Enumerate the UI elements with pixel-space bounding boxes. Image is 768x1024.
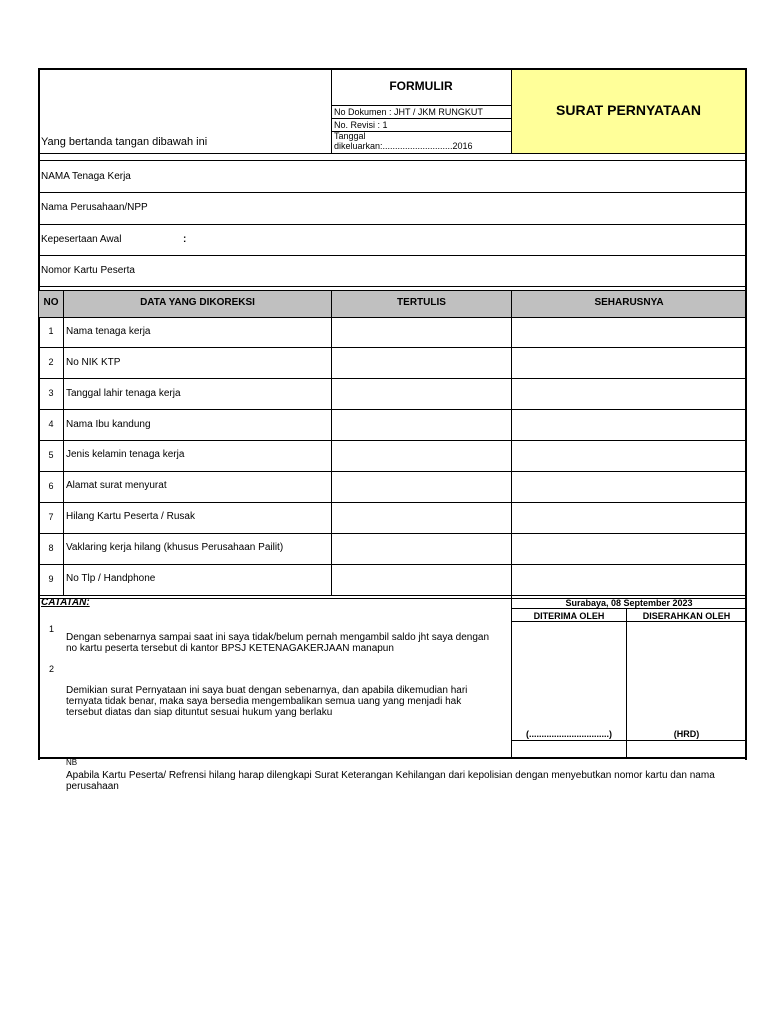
sign-left: (................................) <box>525 729 612 739</box>
footnote-line-1: Apabila Kartu Peserta/ Refrensi hilang harap dilengkapi Surat Keterangan Kehilangan dari kepolisian dengan menyebutkan nomor kartu dan nama <box>66 770 715 781</box>
header-bottom-2 <box>38 160 747 161</box>
row-1-no: 1 <box>48 326 54 336</box>
field-line-4 <box>38 286 747 287</box>
col-divider-tertulis <box>511 290 512 595</box>
field-nama-label: NAMA Tenaga Kerja <box>41 171 131 182</box>
catatan-item-1-no: 1 <box>49 624 55 634</box>
no-dokumen: No Dokumen : JHT / JKM RUNGKUT <box>334 107 483 117</box>
nb-label: NB <box>66 758 78 767</box>
intro-text: Yang bertanda tangan dibawah ini <box>41 136 208 148</box>
catatan-item-1-line-1: Dengan sebenarnya sampai saat ini saya tidak/belum pernah mengambil saldo jht saya dengan <box>66 632 490 643</box>
catatan-item-2-line-2: ternyata tidak benar, maka saya bersedia mengembalikan semua uang yang menjadi hak <box>66 696 462 707</box>
col-divider-no <box>63 290 64 595</box>
catatan-item-2-no: 2 <box>49 664 55 674</box>
outer-border-right <box>745 68 747 760</box>
row-1-data: Nama tenaga kerja <box>66 326 151 337</box>
catatan-item-1-line-2: no kartu peserta tersebut di kantor BPSJ KETENAGAKERJAAN manapun <box>66 643 394 654</box>
sign-line-3 <box>511 740 746 741</box>
row-5-no: 5 <box>48 450 54 460</box>
row-6-no: 6 <box>48 481 54 491</box>
table-top <box>38 290 747 291</box>
catatan-label: CATATAN: <box>41 597 90 608</box>
row-line-6 <box>38 502 747 503</box>
diserahkan-oleh: DISERAHKAN OLEH <box>642 611 731 621</box>
tanggal-line-2: dikeluarkan:............................2016 <box>334 141 473 151</box>
row-5-data: Jenis kelamin tenaga kerja <box>66 449 185 460</box>
row-line-4 <box>38 440 747 441</box>
table-header-tertulis: TERTULIS <box>397 297 446 308</box>
table-header-no: NO <box>43 297 59 308</box>
col-divider-data <box>331 290 332 595</box>
outer-border-top <box>38 68 747 70</box>
row-7-no: 7 <box>48 512 54 522</box>
no-revisi: No. Revisi : 1 <box>334 120 388 130</box>
table-header-bottom <box>38 317 747 318</box>
row-6-data: Alamat surat menyurat <box>66 480 167 491</box>
row-2-no: 2 <box>48 357 54 367</box>
diterima-oleh: DITERIMA OLEH <box>533 611 605 621</box>
field-kartu-label: Nomor Kartu Peserta <box>41 265 135 276</box>
row-line-9 <box>38 595 747 596</box>
field-perusahaan-label: Nama Perusahaan/NPP <box>41 202 148 213</box>
row-9-no: 9 <box>48 574 54 584</box>
catatan-item-2-line-1: Demikian surat Pernyataan ini saya buat dengan sebenarnya, dan apabila dikemudian hari <box>66 685 468 696</box>
row-line-5 <box>38 471 747 472</box>
table-header-seharusnya: SEHARUSNYA <box>594 297 664 308</box>
field-line-3 <box>38 255 747 256</box>
row-8-no: 8 <box>48 543 54 553</box>
row-line-7 <box>38 533 747 534</box>
row-8-data: Vaklaring kerja hilang (khusus Perusahaan Pailit) <box>66 542 284 553</box>
document-title: SURAT PERNYATAAN <box>556 102 701 118</box>
row-3-data: Tanggal lahir tenaga kerja <box>66 388 181 399</box>
row-4-data: Nama Ibu kandung <box>66 419 151 430</box>
row-3-no: 3 <box>48 388 54 398</box>
header-bottom <box>38 153 747 154</box>
catatan-item-2-line-3: tersebut diatas dan siap dituntut sesuai hukum yang berlaku <box>66 707 333 718</box>
row-line-1 <box>38 347 747 348</box>
row-9-data: No Tlp / Handphone <box>66 573 156 584</box>
field-line-2 <box>38 224 747 225</box>
outer-border-bottom <box>38 757 747 759</box>
field-kepesertaan-colon: : <box>183 234 187 245</box>
field-kepesertaan-label: Kepesertaan Awal <box>41 234 122 245</box>
row-line-3 <box>38 409 747 410</box>
tanggal-line-1: Tanggal <box>334 131 366 141</box>
outer-border-left <box>38 68 40 760</box>
row-line-8 <box>38 564 747 565</box>
table-header-data: DATA YANG DIKOREKSI <box>140 297 255 308</box>
row-7-data: Hilang Kartu Peserta / Rusak <box>66 511 195 522</box>
row-2-data: No NIK KTP <box>66 357 121 368</box>
field-line-1 <box>38 192 747 193</box>
place-date: Surabaya, 08 September 2023 <box>565 598 693 608</box>
sign-right-hrd: (HRD) <box>673 729 700 739</box>
formulir-label: FORMULIR <box>389 79 453 93</box>
footnote-line-2: perusahaan <box>66 781 119 792</box>
row-line-2 <box>38 378 747 379</box>
row-4-no: 4 <box>48 419 54 429</box>
